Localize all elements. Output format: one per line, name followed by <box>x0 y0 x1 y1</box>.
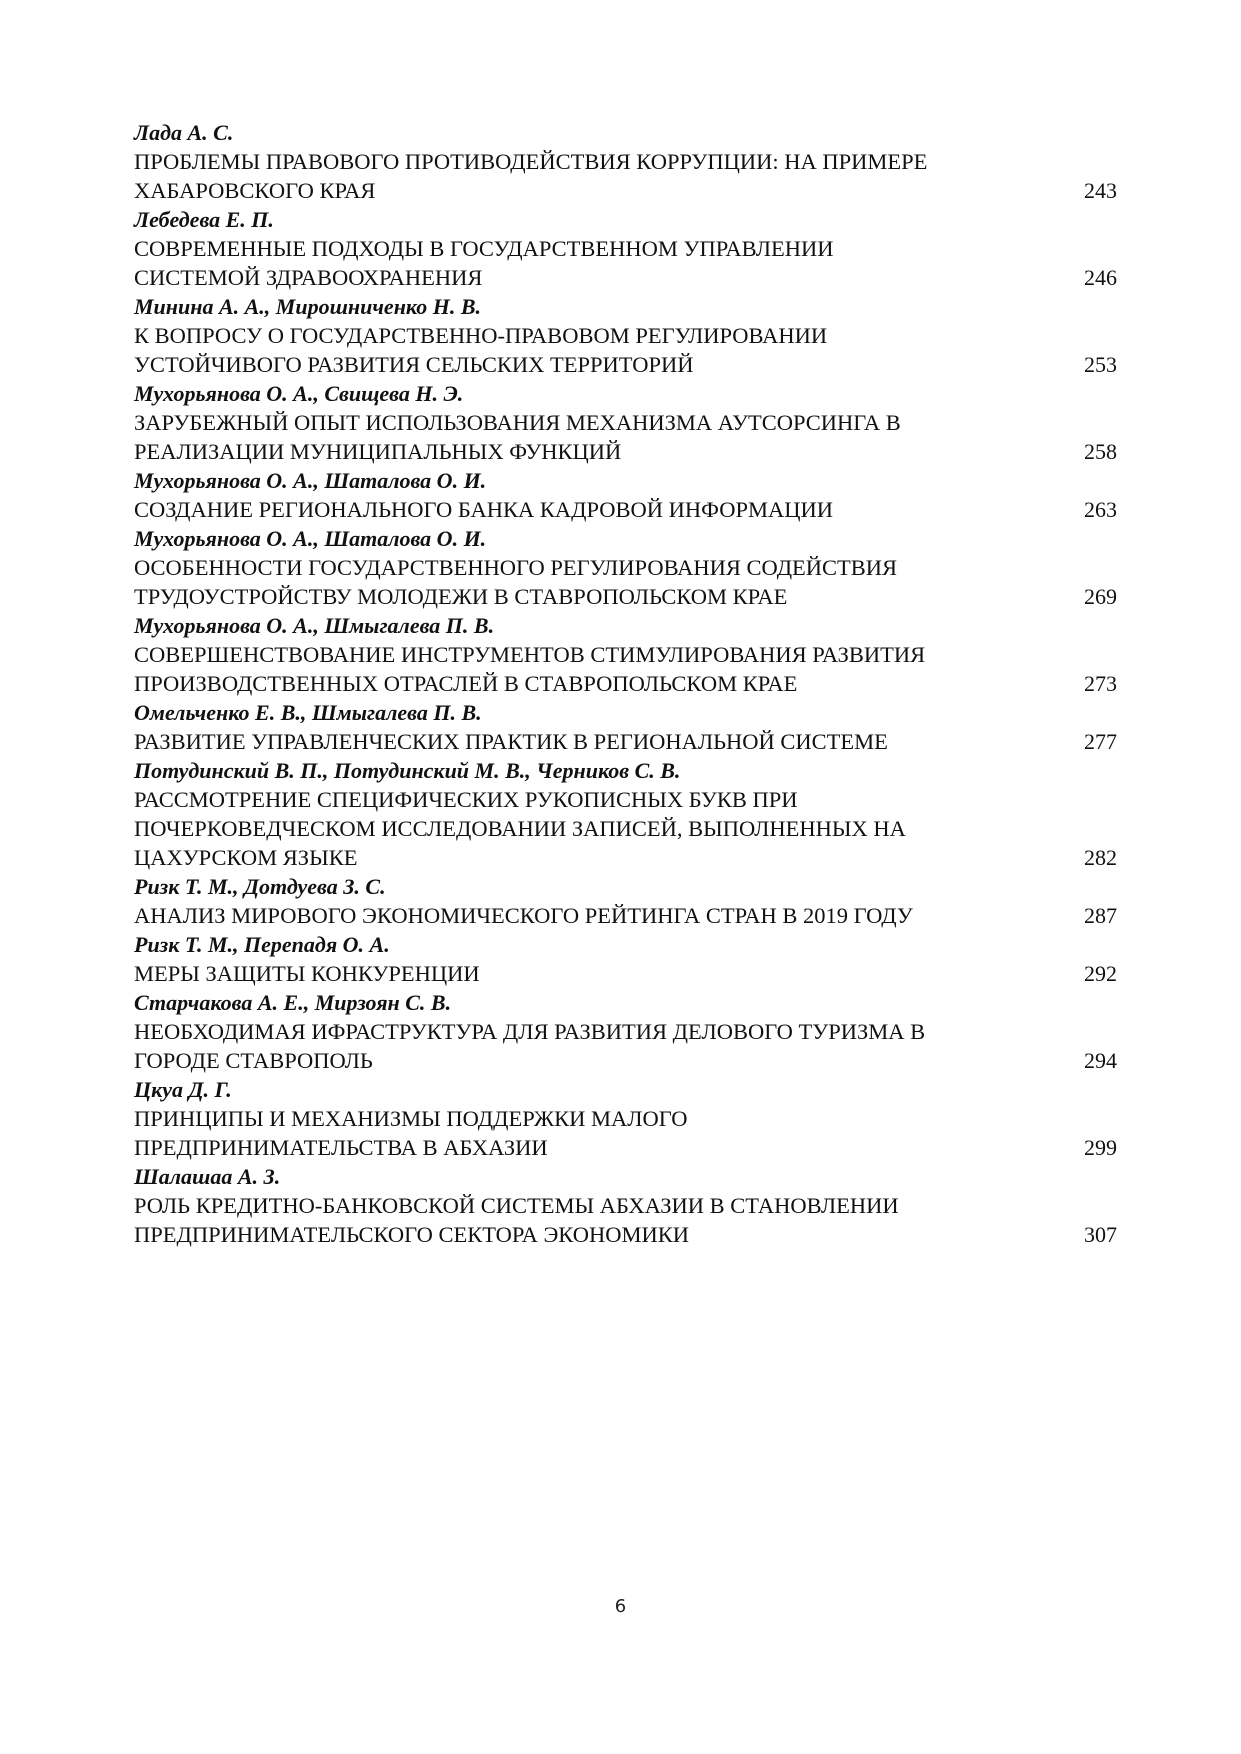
entry-author: Лада А. С. <box>134 120 234 145</box>
entry-title-line: ЗАРУБЕЖНЫЙ ОПЫТ ИСПОЛЬЗОВАНИЯ МЕХАНИЗМА АУТСОРСИНГА В <box>134 410 901 435</box>
entry-author: Мухорьянова О. А., Шаталова О. И. <box>134 468 487 493</box>
entry-author: Ризк Т. М., Дотдуева З. С. <box>134 874 386 899</box>
entry-title-line: ХАБАРОВСКОГО КРАЯ <box>134 178 376 203</box>
entry-author: Цкуа Д. Г. <box>134 1077 232 1102</box>
entry-author: Старчакова А. Е., Мирзоян С. В. <box>134 990 452 1015</box>
entry-title-line: РАЗВИТИЕ УПРАВЛЕНЧЕСКИХ ПРАКТИК В РЕГИОНАЛЬНОЙ СИСТЕМЕ <box>134 729 888 754</box>
entry-author: Шалашаа А. З. <box>134 1164 281 1189</box>
entry-title-line: ТРУДОУСТРОЙСТВУ МОЛОДЕЖИ В СТАВРОПОЛЬСКОМ КРАЕ <box>134 584 788 609</box>
toc-entry <box>134 205 1119 292</box>
entry-title-line: К ВОПРОСУ О ГОСУДАРСТВЕННО-ПРАВОВОМ РЕГУЛИРОВАНИИ <box>134 323 828 348</box>
entry-title <box>134 408 1119 466</box>
entry-author: Потудинский В. П., Потудинский М. В., Черников С. В. <box>134 758 681 783</box>
entry-title-line: РЕАЛИЗАЦИИ МУНИЦИПАЛЬНЫХ ФУНКЦИЙ <box>134 439 622 464</box>
toc-entry <box>134 988 1119 1075</box>
toc-entry <box>134 1075 1119 1162</box>
entry-title-line: ЦАХУРСКОМ ЯЗЫКЕ <box>134 845 358 870</box>
entry-page-number: 287 <box>1084 903 1117 928</box>
toc-entry <box>134 756 1119 872</box>
toc-entry <box>134 611 1119 698</box>
entry-title <box>134 321 1119 379</box>
entry-title <box>134 901 1119 930</box>
table-of-contents <box>134 118 1119 1249</box>
entry-title <box>134 1104 1119 1162</box>
toc-entry <box>134 1162 1119 1249</box>
entry-title-line: ПРОИЗВОДСТВЕННЫХ ОТРАСЛЕЙ В СТАВРОПОЛЬСКОМ КРАЕ <box>134 671 798 696</box>
entry-author: Мухорьянова О. А., Свищева Н. Э. <box>134 381 464 406</box>
entry-title-line: ПРОБЛЕМЫ ПРАВОВОГО ПРОТИВОДЕЙСТВИЯ КОРРУПЦИИ: НА ПРИМЕРЕ <box>134 149 928 174</box>
entry-title <box>134 959 1119 988</box>
entry-page-number: 258 <box>1084 439 1117 464</box>
entry-page-number: 299 <box>1084 1135 1117 1160</box>
entry-page-number: 269 <box>1084 584 1117 609</box>
entry-page-number: 243 <box>1084 178 1117 203</box>
entry-author: Мухорьянова О. А., Шмыгалева П. В. <box>134 613 495 638</box>
entry-title-line: ОСОБЕННОСТИ ГОСУДАРСТВЕННОГО РЕГУЛИРОВАНИЯ СОДЕЙСТВИЯ <box>134 555 898 580</box>
toc-entry <box>134 118 1119 205</box>
entry-title-line: ПРИНЦИПЫ И МЕХАНИЗМЫ ПОДДЕРЖКИ МАЛОГО <box>134 1106 688 1131</box>
entry-title <box>134 553 1119 611</box>
entry-page-number: 282 <box>1084 845 1117 870</box>
toc-entry <box>134 379 1119 466</box>
entry-title-line: МЕРЫ ЗАЩИТЫ КОНКУРЕНЦИИ <box>134 961 480 986</box>
entry-title <box>134 234 1119 292</box>
entry-page-number: 246 <box>1084 265 1117 290</box>
entry-author: Ризк Т. М., Перепадя О. А. <box>134 932 390 957</box>
entry-author: Минина А. А., Мирошниченко Н. В. <box>134 294 482 319</box>
entry-page-number: 277 <box>1084 729 1117 754</box>
toc-entry <box>134 292 1119 379</box>
entry-title-line: СОВРЕМЕННЫЕ ПОДХОДЫ В ГОСУДАРСТВЕННОМ УПРАВЛЕНИИ <box>134 236 834 261</box>
entry-title <box>134 147 1119 205</box>
entry-page-number: 307 <box>1084 1222 1117 1247</box>
entry-title <box>134 1191 1119 1249</box>
entry-title-line: СОЗДАНИЕ РЕГИОНАЛЬНОГО БАНКА КАДРОВОЙ ИНФОРМАЦИИ <box>134 497 833 522</box>
entry-title-line: СОВЕРШЕНСТВОВАНИЕ ИНСТРУМЕНТОВ СТИМУЛИРОВАНИЯ РАЗВИТИЯ <box>134 642 926 667</box>
toc-entry <box>134 466 1119 524</box>
page-number-footer: 6 <box>614 1596 627 1617</box>
toc-entry <box>134 698 1119 756</box>
entry-page-number: 294 <box>1084 1048 1117 1073</box>
entry-title-line: ПОЧЕРКОВЕДЧЕСКОМ ИССЛЕДОВАНИИ ЗАПИСЕЙ, ВЫПОЛНЕННЫХ НА <box>134 816 906 841</box>
entry-title-line: СИСТЕМОЙ ЗДРАВООХРАНЕНИЯ <box>134 265 483 290</box>
toc-entry <box>134 524 1119 611</box>
entry-page-number: 253 <box>1084 352 1117 377</box>
entry-title-line: РАССМОТРЕНИЕ СПЕЦИФИЧЕСКИХ РУКОПИСНЫХ БУКВ ПРИ <box>134 787 798 812</box>
entry-page-number: 292 <box>1084 961 1117 986</box>
entry-page-number: 273 <box>1084 671 1117 696</box>
entry-author: Мухорьянова О. А., Шаталова О. И. <box>134 526 487 551</box>
toc-entry <box>134 930 1119 988</box>
entry-title-line: ПРЕДПРИНИМАТЕЛЬСТВА В АБХАЗИИ <box>134 1135 548 1160</box>
entry-title-line: НЕОБХОДИМАЯ ИФРАСТРУКТУРА ДЛЯ РАЗВИТИЯ ДЕЛОВОГО ТУРИЗМА В <box>134 1019 926 1044</box>
entry-title-line: РОЛЬ КРЕДИТНО-БАНКОВСКОЙ СИСТЕМЫ АБХАЗИИ В СТАНОВЛЕНИИ <box>134 1193 899 1218</box>
entry-author: Лебедева Е. П. <box>134 207 274 232</box>
entry-title-line: УСТОЙЧИВОГО РАЗВИТИЯ СЕЛЬСКИХ ТЕРРИТОРИЙ <box>134 352 694 377</box>
entry-page-number: 263 <box>1084 497 1117 522</box>
entry-title <box>134 495 1119 524</box>
entry-title-line: АНАЛИЗ МИРОВОГО ЭКОНОМИЧЕСКОГО РЕЙТИНГА СТРАН В 2019 ГОДУ <box>134 903 913 928</box>
entry-title-line: ПРЕДПРИНИМАТЕЛЬСКОГО СЕКТОРА ЭКОНОМИКИ <box>134 1222 689 1247</box>
toc-entry <box>134 872 1119 930</box>
entry-title-line: ГОРОДЕ СТАВРОПОЛЬ <box>134 1048 373 1073</box>
entry-title <box>134 1017 1119 1075</box>
entry-title <box>134 785 1119 872</box>
entry-title <box>134 640 1119 698</box>
entry-author: Омельченко Е. В., Шмыгалева П. В. <box>134 700 482 725</box>
entry-title <box>134 727 1119 756</box>
